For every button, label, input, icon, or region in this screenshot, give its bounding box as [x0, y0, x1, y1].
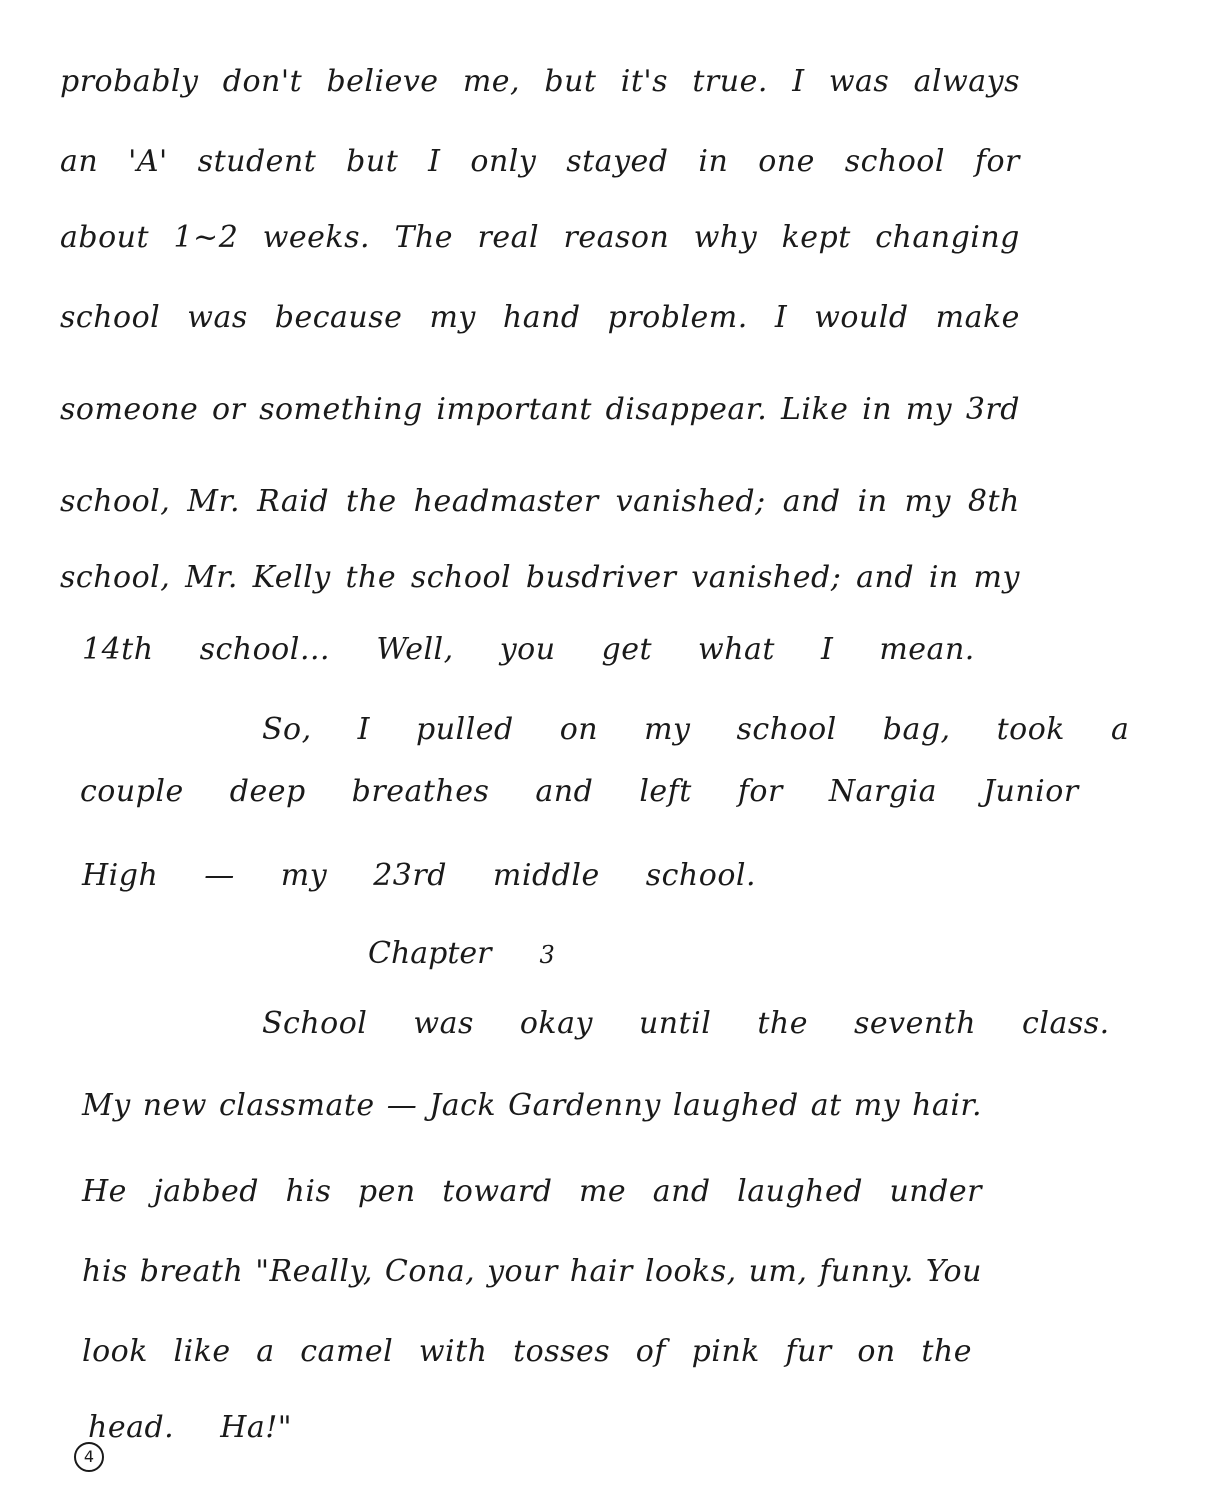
handwritten-word: 'A': [128, 144, 168, 179]
handwritten-word: school,: [60, 560, 171, 595]
handwritten-word: camel: [300, 1334, 394, 1369]
handwritten-word: Gardenny: [508, 1088, 661, 1123]
handwritten-word: funny.: [819, 1254, 914, 1289]
handwritten-word: vanished;: [691, 560, 842, 595]
handwritten-word: my: [973, 560, 1020, 595]
text-line-4: [60, 298, 1020, 338]
handwritten-word: 8th: [967, 484, 1020, 519]
handwritten-word: —: [204, 858, 235, 893]
handwritten-word: school: [736, 712, 837, 747]
text-line-5: [60, 390, 1020, 430]
handwritten-word: pen: [357, 1174, 416, 1209]
handwritten-word: You: [925, 1254, 982, 1289]
handwritten-word: head.: [88, 1410, 175, 1445]
handwritten-word: my: [644, 712, 691, 747]
handwritten-word: your: [487, 1254, 558, 1289]
handwritten-word: his: [82, 1254, 128, 1289]
handwritten-word: believe: [326, 64, 439, 99]
handwritten-word: it's: [620, 64, 669, 99]
handwritten-word: school: [410, 560, 512, 595]
text-line-13: [82, 1086, 982, 1126]
handwritten-word: bag,: [882, 712, 951, 747]
handwritten-word: I: [428, 144, 441, 179]
handwritten-word: 14th: [82, 632, 154, 667]
handwritten-word: 3rd: [965, 392, 1020, 427]
handwritten-word: and: [535, 774, 594, 809]
handwritten-word: was: [828, 64, 890, 99]
handwritten-word: um,: [748, 1254, 808, 1289]
handwritten-word: Like: [780, 392, 849, 427]
handwritten-word: school: [60, 300, 161, 335]
handwritten-word: of: [635, 1334, 666, 1369]
handwritten-word: don't: [222, 64, 303, 99]
handwritten-word: or: [211, 392, 246, 427]
handwritten-word: a: [256, 1334, 275, 1369]
handwritten-word: school…: [199, 632, 331, 667]
handwritten-word: 1~2: [173, 220, 239, 255]
handwritten-word: but: [544, 64, 597, 99]
handwritten-word: I: [357, 712, 371, 747]
handwritten-word: an: [60, 144, 99, 179]
handwritten-word: hair: [569, 1254, 633, 1289]
handwritten-word: but: [346, 144, 399, 179]
handwritten-word: in: [928, 560, 959, 595]
handwritten-word: jabbed: [153, 1174, 260, 1209]
handwritten-word: like: [173, 1334, 231, 1369]
handwritten-word: was: [187, 300, 248, 335]
handwritten-word: in: [862, 392, 893, 427]
handwritten-word: make: [935, 300, 1020, 335]
handwritten-word: the: [346, 484, 397, 519]
handwritten-word: took: [996, 712, 1065, 747]
handwritten-word: problem.: [607, 300, 748, 335]
handwritten-word: classmate: [218, 1088, 375, 1123]
handwritten-word: Raid: [257, 484, 330, 519]
handwritten-word: hand: [502, 300, 581, 335]
handwritten-word: about: [60, 220, 150, 255]
text-line-3: [60, 218, 1020, 258]
handwritten-word: changing: [875, 220, 1020, 255]
handwritten-word: my: [905, 392, 953, 427]
handwritten-word: me,: [462, 64, 521, 99]
handwritten-word: his: [285, 1174, 332, 1209]
handwritten-word: disappear.: [605, 392, 768, 427]
handwritten-word: He: [82, 1174, 127, 1209]
handwritten-word: on: [559, 712, 599, 747]
handwritten-word: my: [429, 300, 476, 335]
handwritten-word: stayed: [566, 144, 669, 179]
handwritten-word: Nargia: [828, 774, 938, 809]
handwritten-word: High: [82, 858, 159, 893]
handwritten-word: me: [578, 1174, 627, 1209]
handwritten-word: vanished;: [615, 484, 766, 519]
handwritten-word: a: [1110, 712, 1130, 747]
handwritten-word: pulled: [416, 712, 514, 747]
text-line-6: [60, 482, 1020, 522]
handwritten-word: on: [857, 1334, 896, 1369]
handwritten-word: the: [757, 1006, 808, 1041]
handwritten-word: my: [280, 858, 328, 893]
handwritten-word: couple: [80, 774, 184, 809]
handwritten-word: mean.: [879, 632, 975, 667]
handwritten-word: look: [82, 1334, 148, 1369]
handwritten-word: new: [142, 1088, 207, 1123]
handwritten-word: weeks.: [262, 220, 371, 255]
handwritten-word: Jack: [429, 1088, 497, 1123]
handwritten-word: pink: [691, 1334, 760, 1369]
handwritten-word: My: [82, 1088, 131, 1123]
handwritten-word: the: [345, 560, 397, 595]
chapter-label: Chapter: [368, 936, 492, 971]
handwritten-word: fur: [785, 1334, 832, 1369]
text-line-8: [82, 630, 1042, 670]
handwritten-word: breathes: [351, 774, 490, 809]
text-line-2: [60, 142, 1020, 182]
handwritten-word: Mr.: [187, 484, 241, 519]
handwritten-word: breath: [139, 1254, 244, 1289]
handwritten-word: toward: [442, 1174, 553, 1209]
handwritten-word: I: [774, 300, 788, 335]
handwritten-word: school: [844, 144, 945, 179]
handwritten-word: headmaster: [413, 484, 599, 519]
handwritten-word: would: [814, 300, 909, 335]
handwritten-word: reason: [563, 220, 670, 255]
handwritten-word: —: [386, 1088, 418, 1123]
handwritten-word: under: [889, 1174, 982, 1209]
handwritten-word: probably: [60, 64, 199, 99]
handwritten-word: Well,: [376, 632, 454, 667]
handwritten-word: busdriver: [525, 560, 677, 595]
handwritten-word: only: [470, 144, 537, 179]
handwritten-word: my: [853, 1088, 901, 1123]
text-line-11: [82, 856, 1042, 896]
handwritten-word: why: [693, 220, 758, 255]
handwritten-word: Junior: [983, 774, 1079, 809]
chapter-number: 3: [539, 941, 555, 969]
text-line-9: [262, 710, 1222, 750]
handwritten-word: The: [394, 220, 454, 255]
handwritten-word: Ha!": [220, 1410, 293, 1445]
handwritten-word: class.: [1022, 1006, 1110, 1041]
handwritten-word: student: [197, 144, 317, 179]
handwritten-word: true.: [692, 64, 768, 99]
handwritten-word: always: [913, 64, 1020, 99]
handwritten-word: and: [652, 1174, 711, 1209]
page-number-circle: 4: [74, 1442, 104, 1472]
handwritten-word: deep: [229, 774, 306, 809]
handwritten-word: tosses: [513, 1334, 611, 1369]
handwritten-word: what: [698, 632, 775, 667]
handwritten-word: Mr.: [185, 560, 238, 595]
handwritten-word: left: [639, 774, 692, 809]
text-line-1: [60, 62, 1020, 102]
handwritten-word: and: [856, 560, 915, 595]
handwritten-word: for: [974, 144, 1020, 179]
handwritten-word: I: [792, 64, 805, 99]
handwritten-word: someone: [60, 392, 199, 427]
handwritten-word: my: [904, 484, 951, 519]
text-line-12: [262, 1004, 1222, 1044]
handwritten-word: I: [821, 632, 834, 667]
handwritten-word: laughed: [672, 1088, 799, 1123]
handwritten-word: something: [259, 392, 423, 427]
handwritten-word: 23rd: [373, 858, 447, 893]
handwritten-word: important: [436, 392, 592, 427]
handwritten-word: one: [758, 144, 815, 179]
handwritten-word: you: [499, 632, 556, 667]
handwritten-word: at: [810, 1088, 842, 1123]
text-line-16: [82, 1332, 972, 1372]
handwritten-word: school,: [60, 484, 171, 519]
handwritten-word: in: [857, 484, 888, 519]
handwritten-word: kept: [781, 220, 851, 255]
text-line-7: [60, 558, 1020, 598]
handwritten-word: "Really,: [255, 1254, 373, 1289]
handwritten-word: Kelly: [252, 560, 331, 595]
handwritten-word: So,: [262, 712, 312, 747]
handwritten-word: was: [413, 1006, 474, 1041]
handwritten-word: with: [418, 1334, 488, 1369]
handwritten-word: laughed: [737, 1174, 863, 1209]
handwritten-word: the: [921, 1334, 972, 1369]
handwritten-word: because: [274, 300, 403, 335]
text-line-10: [80, 772, 1079, 812]
handwritten-word: seventh: [853, 1006, 977, 1041]
handwritten-word: middle: [492, 858, 600, 893]
handwritten-word: okay: [519, 1006, 593, 1041]
handwritten-word: real: [477, 220, 540, 255]
chapter-heading: [0, 934, 1080, 974]
handwritten-word: until: [638, 1006, 712, 1041]
handwritten-word: and: [782, 484, 841, 519]
handwritten-word: Cona,: [384, 1254, 476, 1289]
text-line-15: [82, 1252, 982, 1292]
handwritten-word: School: [262, 1006, 368, 1041]
handwritten-word: school.: [645, 858, 757, 893]
text-line-17: [88, 1408, 1048, 1448]
handwritten-word: hair.: [912, 1088, 982, 1123]
handwritten-word: in: [698, 144, 729, 179]
handwritten-word: get: [601, 632, 653, 667]
handwritten-word: looks,: [644, 1254, 737, 1289]
handwritten-word: for: [737, 774, 783, 809]
text-line-14: [82, 1172, 982, 1212]
